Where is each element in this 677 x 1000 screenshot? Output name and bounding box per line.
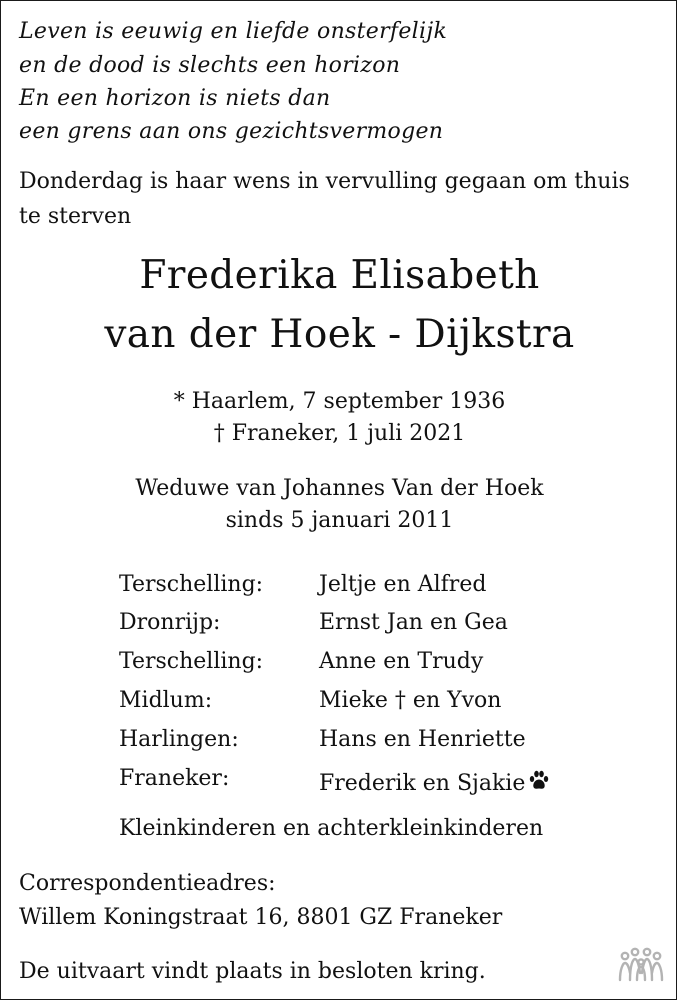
family-names: Frederik en Sjakie (319, 771, 526, 796)
poem-line: En een horizon is niets dan (19, 86, 331, 111)
grandchildren-line: Kleinkinderen en achterkleinkinderen (119, 816, 544, 841)
widow-since-line: sinds 5 januari 2011 (225, 508, 454, 533)
family-place: Harlingen: (119, 727, 239, 752)
family-place: Dronrijp: (119, 610, 221, 635)
family-place: Terschelling: (119, 649, 264, 674)
family-names: Ernst Jan en Gea (319, 610, 508, 635)
family-names: Hans en Henriette (319, 727, 526, 752)
family-place: Terschelling: (119, 572, 264, 597)
deceased-name-last: van der Hoek - Dijkstra (104, 312, 575, 357)
family-place: Franeker: (119, 766, 230, 791)
intro-line: Donderdag is haar wens in vervulling gegaan om thuis (19, 169, 630, 194)
correspondence-label: Correspondentieadres: (19, 871, 276, 896)
family-names-with-icon (319, 768, 551, 795)
correspondence-address: Willem Koningstraat 16, 8801 GZ Franeker (19, 905, 503, 930)
family-place: Midlum: (119, 688, 213, 713)
funeral-notice: De uitvaart vindt plaats in besloten kring. (19, 959, 486, 984)
deceased-name-first: Frederika Elisabeth (139, 253, 540, 298)
paw-print-icon (527, 768, 551, 792)
family-names: Mieke † en Yvon (319, 688, 502, 713)
family-names: Anne en Trudy (319, 649, 484, 674)
intro-line: te sterven (19, 204, 132, 229)
family-names: Jeltje en Alfred (319, 572, 487, 597)
birth-line: * Haarlem, 7 september 1936 (173, 389, 506, 414)
death-line: † Franeker, 1 juli 2021 (213, 421, 466, 446)
poem-line: een grens aan ons gezichtsvermogen (19, 119, 444, 144)
poem-line: Leven is eeuwig en liefde onsterfelijk (19, 19, 448, 44)
poem-line: en de dood is slechts een horizon (19, 53, 401, 78)
people-group-icon (617, 947, 665, 983)
widow-line: Weduwe van Johannes Van der Hoek (135, 476, 544, 501)
